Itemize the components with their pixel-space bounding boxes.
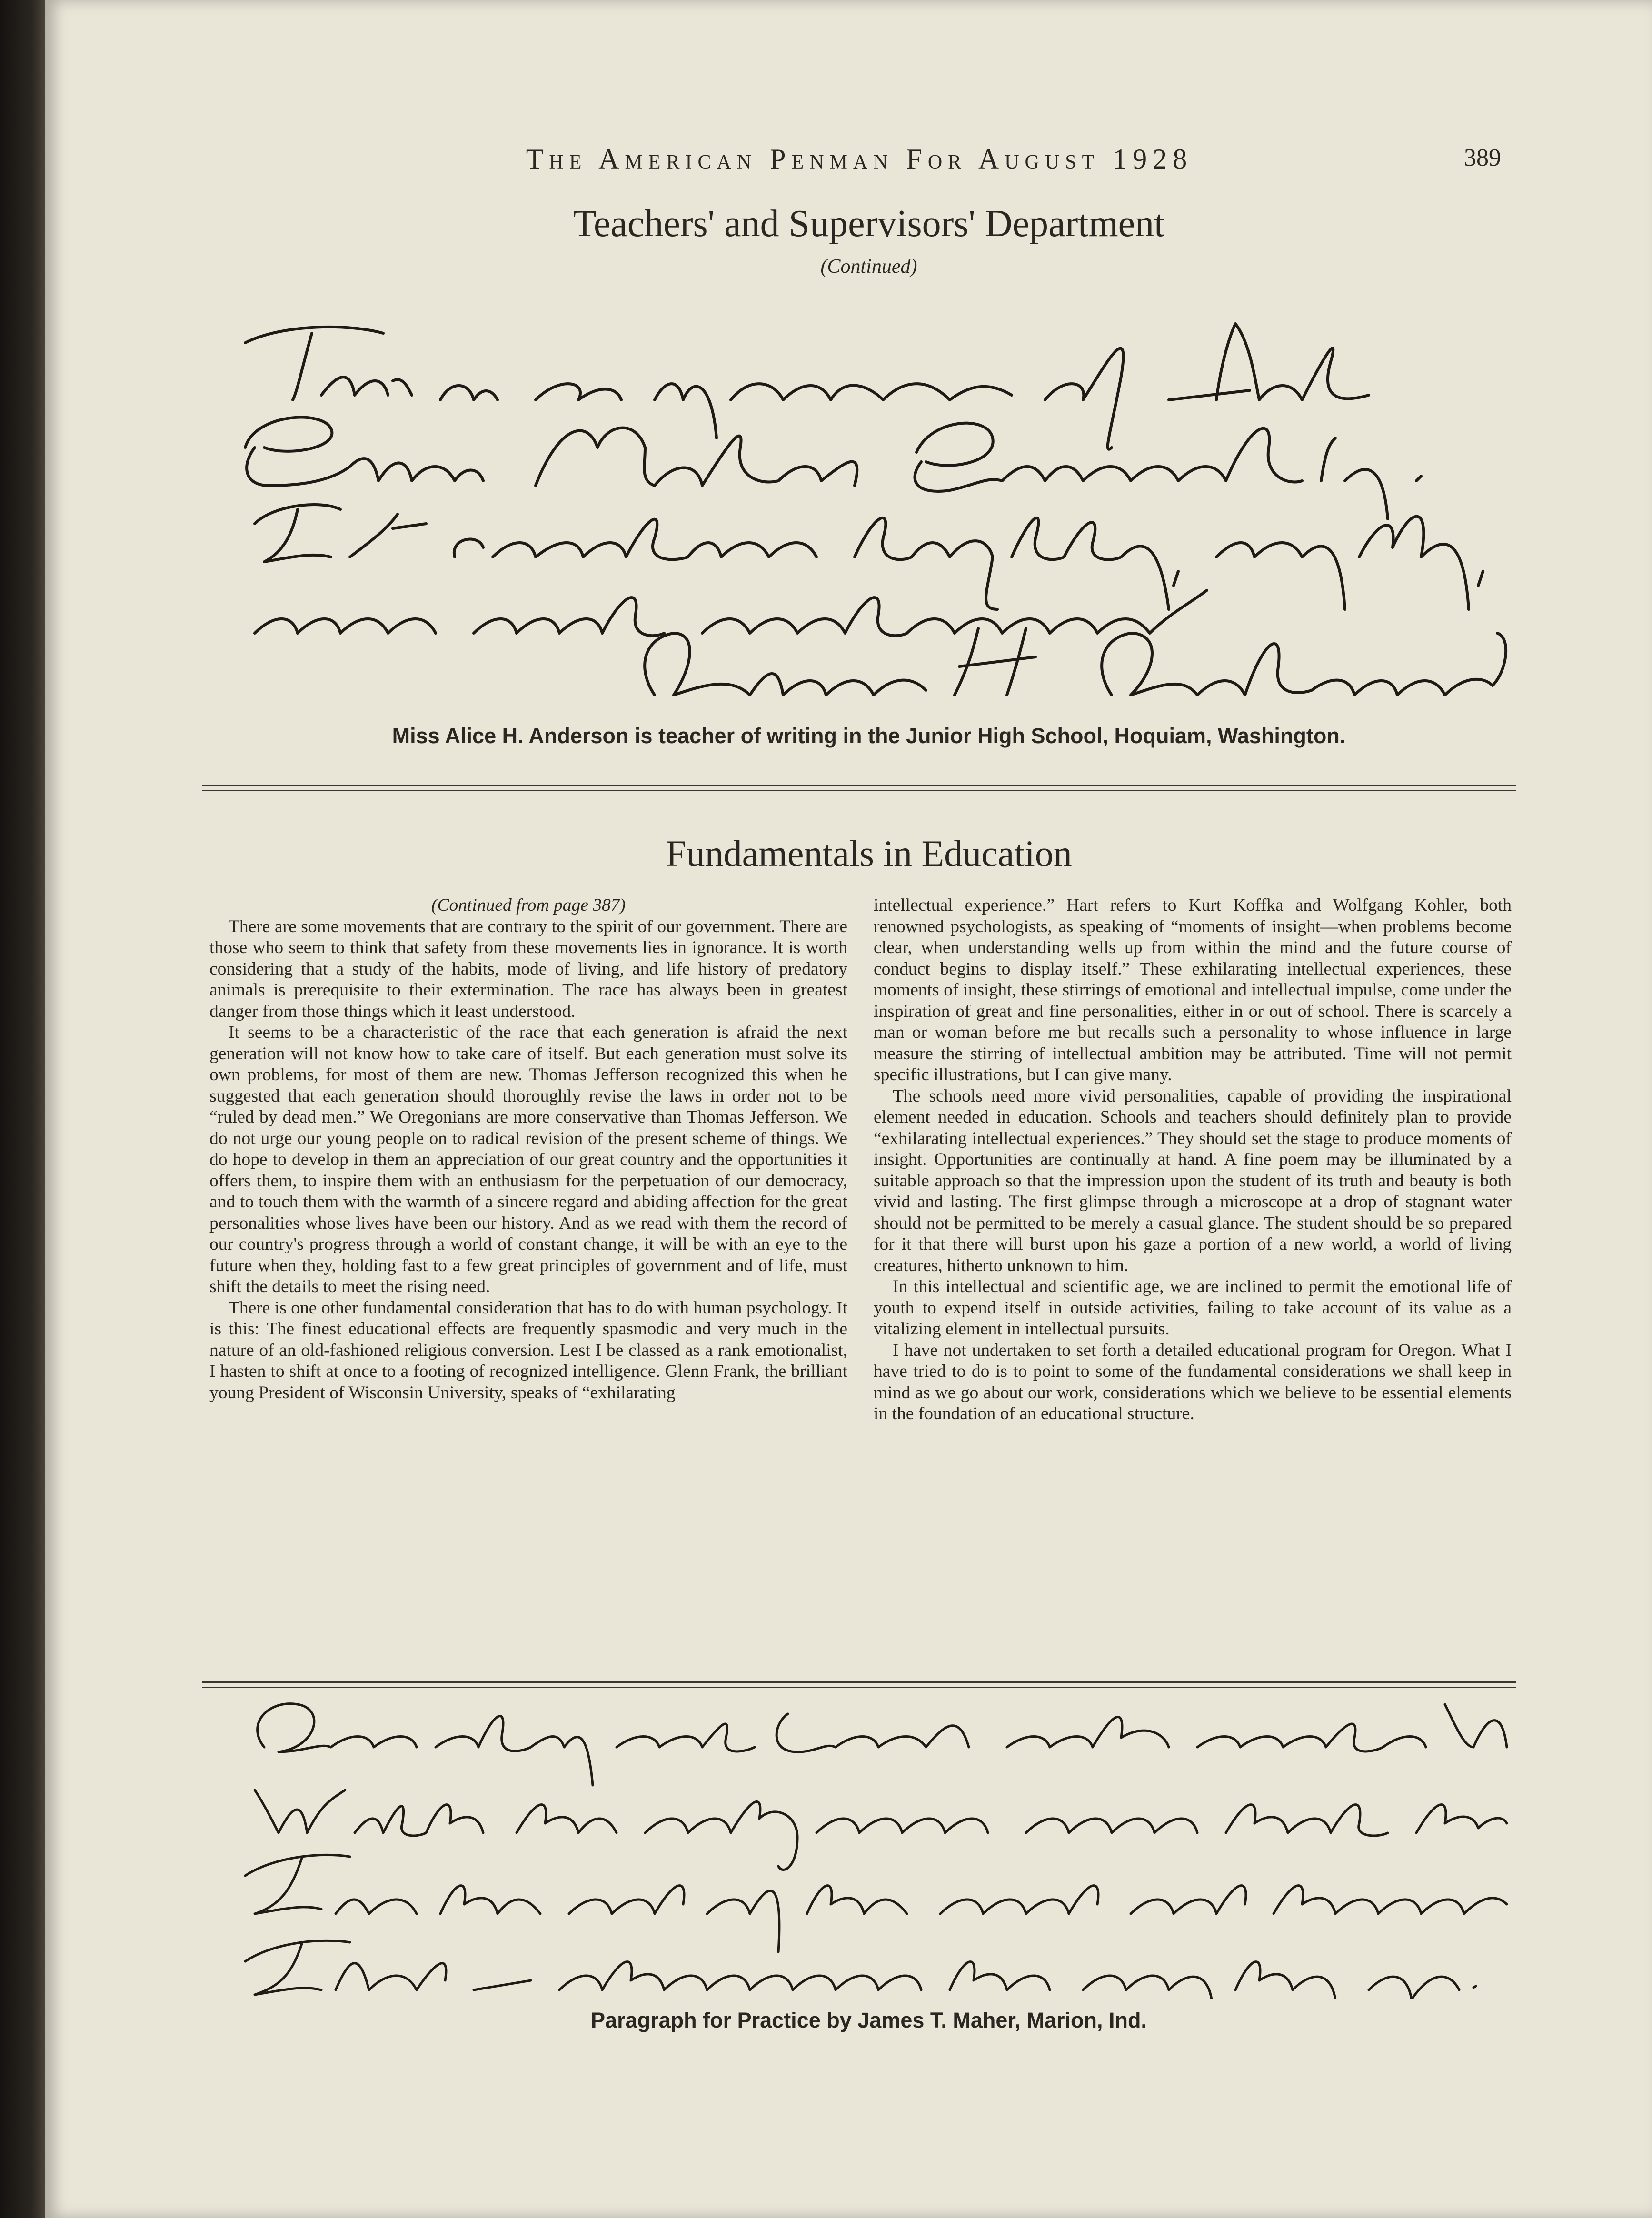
article-column-left [209, 895, 847, 1403]
practice-caption: Paragraph for Practice by James T. Maher, Marion, Ind. [591, 2008, 1147, 2032]
practice-line-1 [258, 1704, 1507, 1785]
double-rule-divider [202, 785, 1516, 791]
practice-line-4 [245, 1940, 1476, 1999]
article-title: Fundamentals in Education [666, 833, 1072, 874]
specimen-line-4 [255, 590, 1207, 636]
specimen-caption: Miss Alice H. Anderson is teacher of writing in the Junior High School, Hoquiam, Washington. [392, 724, 1346, 748]
department-subtitle: (Continued) [820, 256, 917, 278]
specimen-line-3 [255, 505, 1483, 609]
article-paragraph: The schools need more vivid personalities, capable of providing the inspirational element needed in education. Schools and teachers should definitely plan to provide “exhilarating intellectual experiences.” They should set the stage to produce moments of insight. Opportunities are continually at hand. A fine poem may be illuminated by a suitable approach so that the impression upon the student of its truth and beauty is both vivid and lasting. The first glimpse through a microscope at a drop of stagnant water should not be permitted to be merely a casual glance. The student should be so prepared for it that there will burst upon his gaze a portion of a new world, a world of living creatures, hitherto unknown to him. [874, 1086, 1512, 1275]
department-title: Teachers' and Supervisors' Department [573, 203, 1165, 245]
continued-note: (Continued from page 387) [431, 895, 626, 915]
book-binding-edge [0, 0, 45, 2218]
running-head: The American Penman For August 1928 [526, 143, 1193, 175]
practice-paragraph-script [226, 1695, 1512, 1999]
double-rule-divider [202, 1681, 1516, 1688]
specimen-line-1 [245, 324, 1369, 449]
specimen-signature [645, 628, 1506, 695]
magazine-page [45, 0, 1652, 2218]
specimen-line-2 [245, 418, 1421, 519]
article-paragraph: There is one other fundamental consideration that has to do with human psychology. It is this: The finest educational effects are frequently spasmodic and very much in the nature of an old-fashioned religious conversion. Lest I be classed as a rank emotionalist, I hasten to shift at once to a footing of recognized intelligence. Glenn Frank, the brilliant young President of Wisconsin University, speaks of “exhilarating [209, 1298, 847, 1402]
article-paragraph: In this intellectual and scientific age, we are inclined to permit the emotional life of youth to expend itself in outside activities, failing to take account of its value as a vitalizing element in intellectual pursuits. [874, 1277, 1512, 1339]
page-number: 389 [1464, 144, 1501, 171]
article-paragraph: I have not undertaken to set forth a detailed educational program for Oregon. What I have tried to do is to point to some of the fundamental considerations we shall keep in mind as we go about our work, considerations which we believe to be essential elements in the foundation of an educational structure. [874, 1340, 1512, 1423]
practice-line-3 [245, 1855, 1507, 1952]
practice-line-2 [255, 1790, 1507, 1870]
article-column-right [874, 895, 1512, 1425]
article-paragraph: There are some movements that are contrary to the spirit of our government. There are those who seem to think that safety from these movements lies in ignorance. It is worth considering that a study of the habits, mode of living, and life history of predatory animals is prerequisite to their extermination. The race has always been in greatest danger from those things which it least understood. [209, 916, 847, 1021]
article-paragraph: intellectual experience.” Hart refers to Kurt Koffka and Wolfgang Kohler, both renowned psychologists, as speaking of “moments of insight—when problems become clear, when understanding wells up from within the mind and the future course of conduct begins to display itself.” These exhilarating intellectual experiences, these moments of insight, these stirrings of emotional and intellectual impulse, come under the inspiration of great and fine personalities, either in or out of school. There is scarcely a man or woman before me but recalls such a personality to whose influence in large measure the stirring of intellectual ambition may be attributed. Time will not permit specific illustrations, but I can give many. [874, 895, 1512, 1084]
article-paragraph: It seems to be a characteristic of the race that each generation is afraid the next generation will not know how to take care of itself. But each generation must solve its own problems, for most of them are new. Thomas Jefferson recognized this when he suggested that each generation should thoroughly revise the laws in order not to be “ruled by dead men.” We Oregonians are more conservative than Thomas Jefferson. We do not urge our young people on to radical revision of the present scheme of things. We do hope to develop in them an appreciation of our great country and the opportunities it offers them, to inspire them with an enthusiasm for the perpetuation of our democracy, and to touch them with the warmth of a sincere regard and abiding affection for the great personalities whose lives have been our history. And as we read with them the record of our country's progress through a world of constant change, it will be with an eye to the future when they, holding fast to a few great principles of government and of life, must shift the details to meet the rising need. [209, 1023, 847, 1296]
handwriting-specimen [226, 305, 1512, 733]
